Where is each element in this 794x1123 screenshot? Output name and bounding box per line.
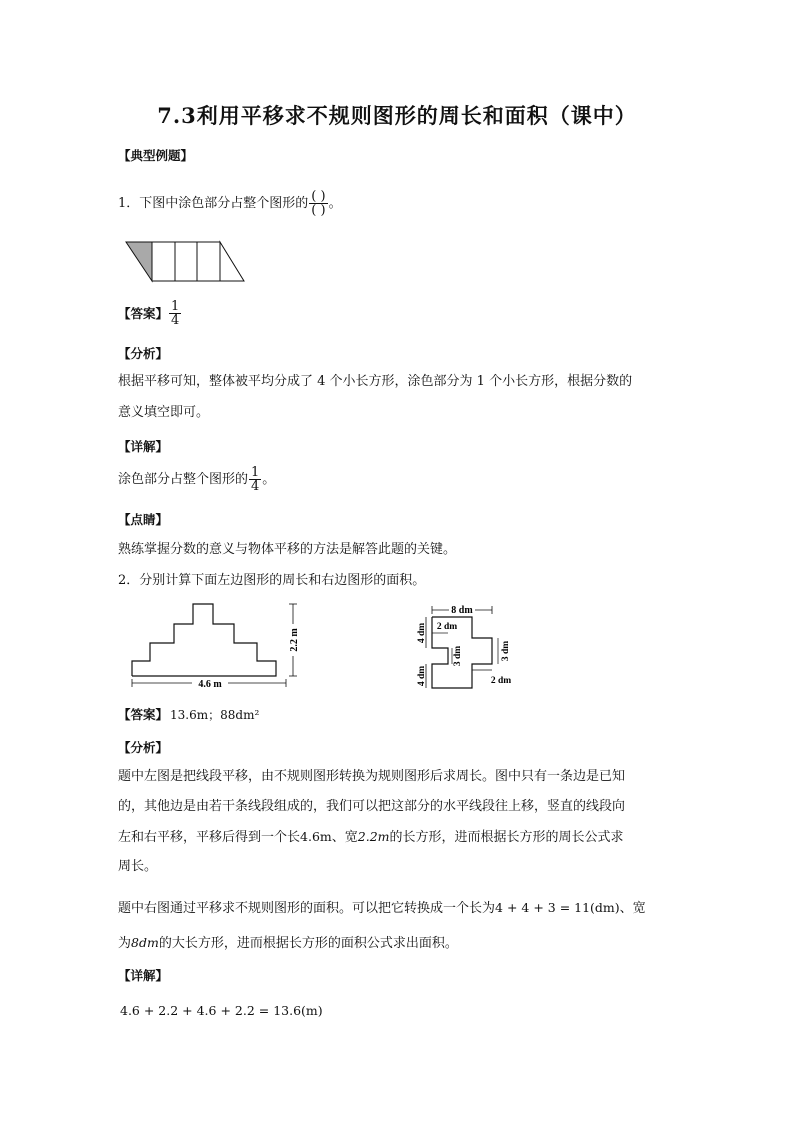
q2-detail-tag: 【详解】 [118, 968, 169, 983]
q1-shaded-triangle-left [126, 242, 152, 281]
q1-rect-3 [197, 242, 220, 281]
q2-analysis-line3 [118, 827, 624, 848]
q2-answer [118, 705, 259, 725]
q1-detail-den: 4 [251, 479, 260, 494]
q2-analysis-line5a: 题中右图通过平移求不规则图形的面积。可以把它转换成一个长为 [118, 901, 496, 916]
q1-analysis-line1: 根据平移可知，整体被平均分成了 4 个小长方形，涂色部分为 1 个小长方形，根据分数的 [118, 374, 633, 389]
section-tag: 【典型例题】 [118, 148, 194, 163]
q2-right-top-label: 8 dm [451, 605, 473, 616]
q1-detail-fraction [249, 466, 261, 493]
page-title: 7.3利用平移求不规则图形的周长和面积（课中） [157, 103, 637, 128]
q1-detail-end: 。 [262, 471, 276, 487]
q2-stem: 2．分别计算下面左边图形的周长和右边图形的面积。 [118, 573, 426, 588]
q2-right-figure [412, 600, 524, 696]
q1-analysis-line2: 意义填空即可。 [118, 405, 210, 420]
q1-detail [118, 466, 275, 493]
q2-answer-tag: 【答案】 [118, 707, 169, 722]
q2-analysis-line4: 周长。 [118, 859, 158, 874]
q2-right-right-mid-label: 3 dm [501, 640, 511, 662]
q1-detail-num: 1 [251, 465, 260, 480]
q1-answer-tag: 【答案】 [118, 305, 169, 321]
q2-analysis-line5c: 、宽 [619, 901, 646, 916]
q2-right-left-lower-label: 4 dm [417, 665, 427, 687]
q1-answer [118, 300, 182, 327]
q2-analysis-width-dm: 8dm [131, 935, 159, 950]
q2-right-left-upper-label: 4 dm [417, 622, 427, 644]
q1-answer-den: 4 [171, 313, 180, 328]
q2-analysis-line6a: 为 [118, 936, 132, 951]
q1-answer-num: 1 [171, 299, 180, 314]
q1-rect-1 [152, 242, 175, 281]
q1-analysis-tag: 【分析】 [118, 346, 169, 361]
q2-left-width-label: 4.6 m [198, 679, 222, 690]
q1-blank-fraction [309, 190, 327, 217]
q2-left-height-label: 2.2 m [289, 628, 300, 652]
q1-comment-text: 熟练掌握分数的意义与物体平移的方法是解答此题的关键。 [118, 542, 457, 557]
q1-stem-end: 。 [328, 195, 342, 211]
q2-analysis-line2: 的，其他边是由若干条线段组成的，我们可以把这部分的水平线段往上移，竖直的线段向 [118, 799, 626, 814]
q1-detail-tag: 【详解】 [118, 439, 169, 454]
q1-figure [124, 240, 248, 284]
q2-analysis-tag: 【分析】 [118, 740, 169, 755]
q2-analysis-line3e: 的长方形，进而根据长方形的周长公式求 [389, 830, 624, 845]
q1-answer-fraction [169, 300, 181, 327]
q2-analysis-line1: 题中左图是把线段平移，由不规则图形转换为规则图形后求周长。图中只有一条边是已知 [118, 769, 626, 784]
q1-stem-text: 1．下图中涂色部分占整个图形的 [118, 195, 309, 211]
q2-right-inner-mid-label: 3 dm [453, 645, 463, 667]
q2-analysis-line3a: 左和右平移，平移后得到一个长 [118, 830, 301, 845]
q2-analysis-width: 2.2m [357, 829, 390, 844]
q2-analysis-sum: 4 + 4 + 3 = 11(dm) [495, 900, 620, 915]
q1-comment-tag: 【点睛】 [118, 512, 169, 527]
q1-detail-text: 涂色部分占整个图形的 [118, 471, 249, 487]
q1-shaded-triangle-right [220, 242, 244, 281]
q2-analysis-line5 [118, 898, 646, 919]
q1-blank-den: ( ) [311, 203, 326, 218]
q2-detail-formula: 4.6 + 2.2 + 4.6 + 2.2 = 13.6(m) [120, 1003, 323, 1018]
q2-analysis-line3c: 、宽 [331, 830, 358, 845]
q1-blank-num: ( ) [311, 189, 326, 204]
q2-analysis-line6c: 的大长方形，进而根据长方形的面积公式求出面积。 [158, 936, 458, 951]
q1-stem [118, 190, 342, 217]
q2-analysis-length: 4.6m [300, 829, 332, 844]
q1-rect-2 [175, 242, 197, 281]
q2-right-inner-lower-label: 2 dm [490, 676, 512, 686]
q2-left-figure [126, 600, 316, 696]
q2-staircase-outline [132, 604, 276, 676]
q2-answer-text: 13.6m；88dm² [170, 708, 260, 722]
q2-analysis-line6 [118, 933, 458, 954]
q2-right-inner-upper-label: 2 dm [436, 622, 458, 632]
